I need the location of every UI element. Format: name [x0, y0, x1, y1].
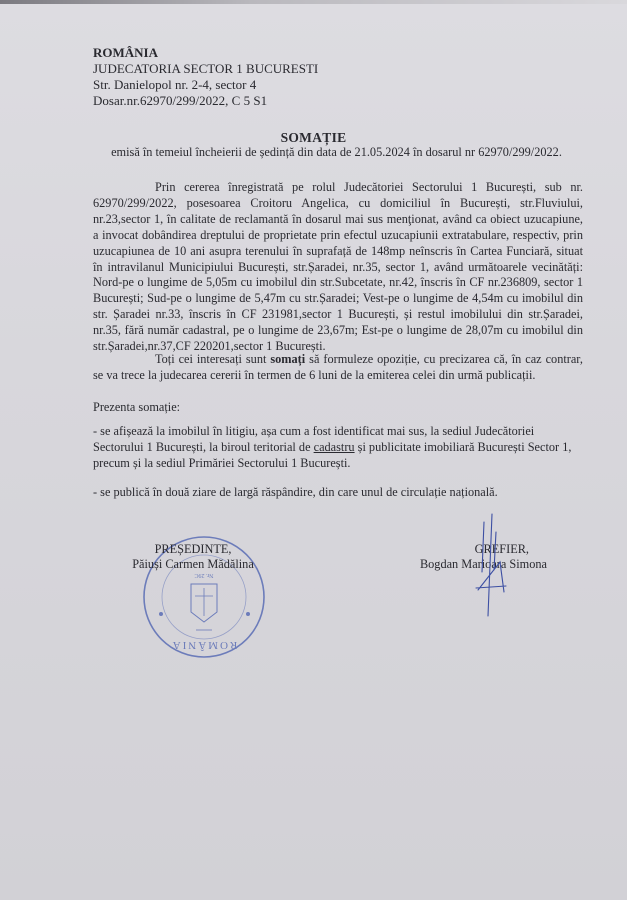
president-name: Păiuși Carmen Mădălina [132, 557, 254, 571]
summons-text-start: Toți cei interesați sunt [155, 352, 271, 366]
posting-underlined-word: cadastru [313, 439, 355, 454]
paragraph-posting [93, 424, 583, 472]
posting-text-start: - se afișează la imobilul în litigiu, așa cum a fost identificat mai sus, la sediul Judecătoriei Sectorului 1 București, la biroul teritorial de [93, 424, 535, 454]
paragraph-claim: Prin cererea înregistrată pe rolul Judecătoriei Sectorului 1 București, sub nr. 62970/299/2022, posesoarea Croitoru Angelica, cu domiciliul în București, str.Fluviului, nr.23,sector 1, în calitate de reclamantă în dosarul mai sus menţionat, având ca obiect uzucapiune, a invocat dobândirea dreptului de proprietate prin efectul uzucapiunii extratabulare, respectiv, prin uzucapiunea de 10 ani asupra terenului în suprafață de 148mp neînscris în Cartea Funciară, situat în intravilanul Municipiului București, str.Șaradei, nr.35, sector 1, având următoarele vecinătăți: Nord-pe o lungime de 5,05m cu imobilul din str.Subcetate, nr.42, înscris în CF nr.236809, sector 1 București; Sud-pe o lungime de 5,47m cu str.Șaradei; Vest-pe o lungime de 4,54m cu imobilul din str. Șaradei nr.33, înscris în CF 231981,sector 1 București, și restul imobilului din str.Șaradei, nr.35, fără număr cadastral, pe o lungime de 23,67m; Est-pe o lungime de 28,07m cu imobilul din str.Șaradei,nr.37,CF 220201,sector 1 București. [93, 180, 583, 354]
summons-text-end: să formuleze opoziție, cu precizarea că, în caz contrar, se va trece la judecarea cererii în termen de 6 luni de la emiterea celei din urmă publicații. [93, 352, 583, 382]
country-name: ROMÂNIA [93, 45, 158, 60]
posting-text-end: și publicitate imobiliară București Sector 1, precum și la sediul Primăriei Sectorului 1 București. [93, 439, 572, 470]
paragraph-summons [93, 352, 583, 384]
president-signature-block [113, 542, 273, 572]
summons-bold-word: somați [270, 352, 306, 366]
clerk-name: Bogdan Marioara Simona [419, 557, 547, 571]
handwritten-signature-icon [470, 512, 510, 617]
file-number: Dosar.nr.62970/299/2022, C 5 S1 [93, 93, 268, 108]
paragraph-intro: Prezenta somație: [93, 400, 181, 414]
president-role: PREȘEDINTE, [154, 542, 232, 556]
court-address: Str. Danielopol nr. 2-4, sector 4 [93, 77, 257, 92]
document-title: SOMAȚIE [280, 130, 347, 145]
stamp-number-text: Nr. 29C [194, 572, 214, 578]
paragraph-publishing: - se publică în două ziare de largă răspândire, din care unul de circulație națională. [93, 485, 498, 499]
court-name: JUDECATORIA SECTOR 1 BUCURESTI [93, 61, 319, 76]
stamp-country-text: ROMÂNIA [170, 639, 238, 651]
document-header [93, 45, 318, 109]
document-subtitle: emisă în temeiul încheierii de ședință din data de 21.05.2024 în dosarul nr 62970/299/2022. [111, 145, 562, 159]
clerk-role: GREFIER, [474, 542, 529, 556]
